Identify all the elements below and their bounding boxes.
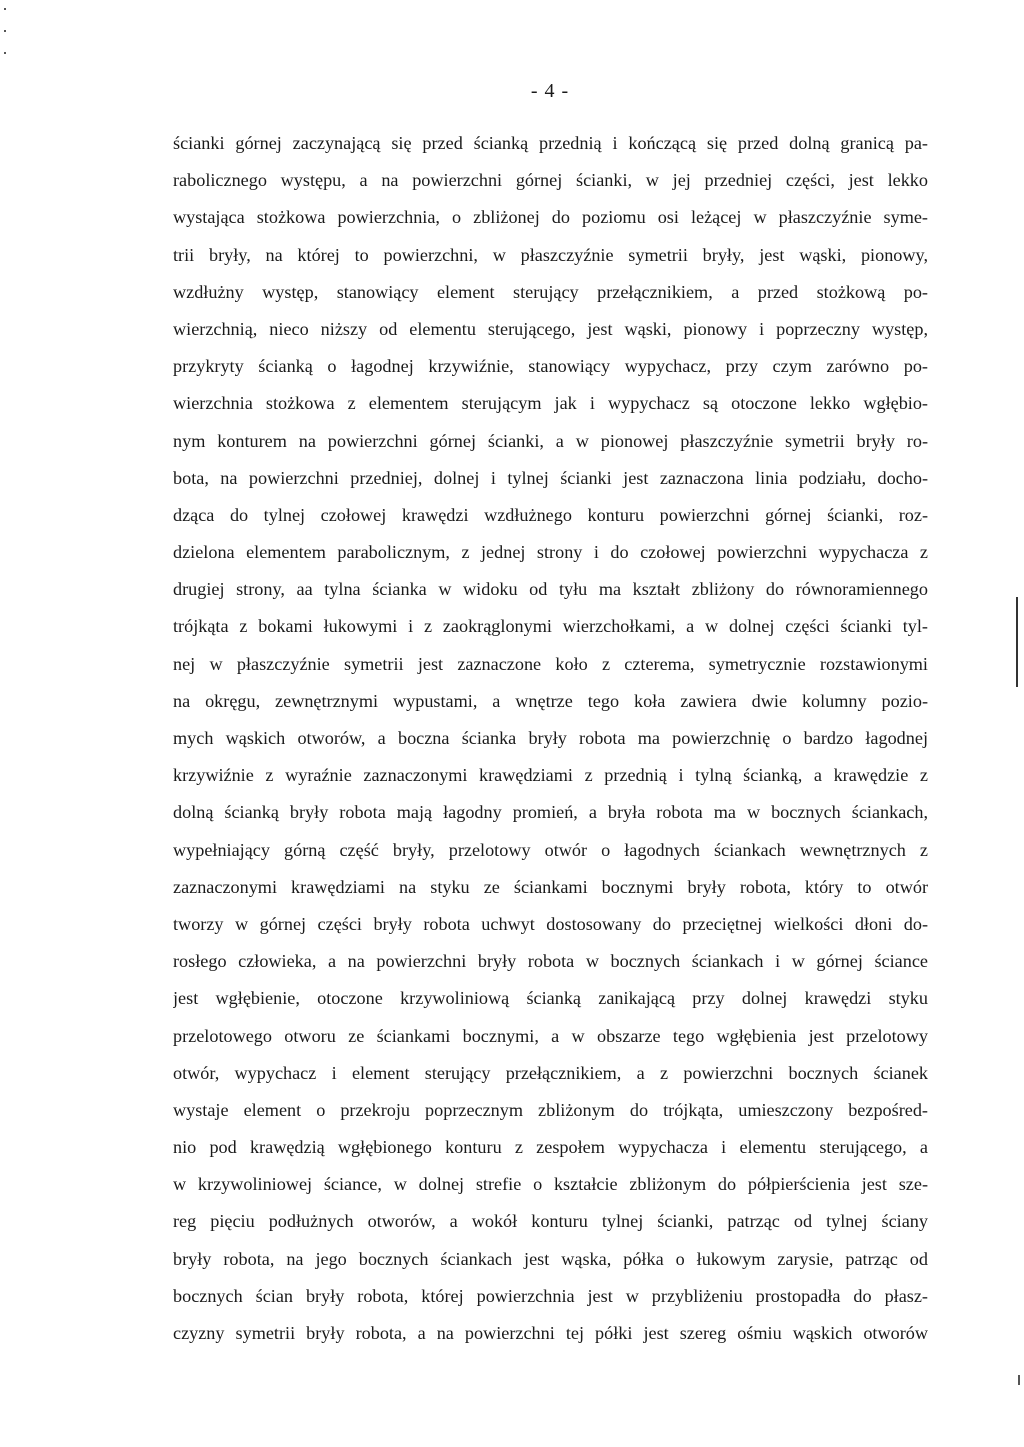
text-line: na okręgu, zewnętrznymi wypustami, a wnętrze tego koła zawiera dwie kolumny pozio-	[173, 690, 928, 711]
text-line: trii bryły, na której to powierzchni, w płaszczyźnie symetrii bryły, jest wąski, pionowy,	[173, 244, 928, 265]
text-line: przykryty ścianką o łagodnej krzywiźnie, stanowiący wypychacz, przy czym zarówno po-	[173, 356, 928, 377]
text-line: wzdłużny występ, stanowiący element sterujący przełącznikiem, a przed stożkową po-	[173, 281, 928, 302]
text-line: nio pod krawędzią wgłębionego konturu z zespołem wypychacza i elementu sterującego, a	[173, 1137, 928, 1158]
text-line: dzielona elementem parabolicznym, z jednej strony i do czołowej powierzchni wypychacza z	[173, 542, 928, 563]
scan-artifact	[4, 30, 6, 32]
text-line: jest wgłębienie, otoczone krzywoliniową ścianką zanikającą przy dolnej krawędzi styku	[173, 988, 928, 1009]
text-line: czyzny symetrii bryły robota, a na powierzchni tej półki jest szereg ośmiu wąskich otworów	[173, 1323, 928, 1343]
scan-artifact	[4, 52, 6, 54]
text-line: wystająca stożkowa powierzchnia, o zbliżonej do poziomu osi leżącej w płaszczyźnie syme-	[173, 207, 928, 228]
text-line: dolną ścianką bryły robota mają łagodny promień, a bryła robota ma w bocznych ściankach,	[173, 802, 928, 823]
scan-margin-mark	[1016, 597, 1018, 687]
text-line: mych wąskich otworów, a boczna ścianka bryły robota ma powierzchnię o bardzo łagodnej	[173, 728, 928, 748]
scan-artifact	[4, 8, 6, 10]
text-line: zaznaczonymi krawędziami na styku ze ściankami bocznymi bryły robota, który to otwór	[173, 876, 928, 897]
text-line: bocznych ścian bryły robota, której powierzchnia jest w przybliżeniu prostopadła do płasz-	[173, 1285, 928, 1306]
text-line: nej w płaszczyźnie symetrii jest zaznaczone koło z czterema, symetrycznie rozstawionymi	[173, 653, 928, 674]
body-text	[173, 125, 928, 1352]
scan-artifact	[1018, 1375, 1020, 1385]
text-line: tworzy w górnej części bryły robota uchwyt dostosowany do przeciętnej wielkości dłoni do-	[173, 913, 928, 934]
text-line: przelotowego otworu ze ściankami bocznymi, a w obszarze tego wgłębienia jest przelotowy	[173, 1025, 928, 1046]
text-line: rosłego człowieka, a na powierzchni bryły robota w bocznych ściankach i w górnej ściance	[173, 951, 928, 972]
text-line: drugiej strony, aa tylna ścianka w widoku od tyłu ma kształt zbliżony do równoramiennego	[173, 579, 928, 600]
text-line: bota, na powierzchni przedniej, dolnej i tylnej ścianki jest zaznaczona linia podziału, docho-	[173, 467, 928, 488]
text-line: krzywiźnie z wyraźnie zaznaczonymi krawędziami z przednią i tylną ścianką, a krawędzie z	[173, 765, 928, 786]
text-line: ścianki górnej zaczynającą się przed ścianką przednią i kończącą się przed dolną granicą pa-	[173, 133, 928, 153]
text-line: wierzchnia stożkowa z elementem sterującym jak i wypychacz są otoczone lekko wgłębio-	[173, 393, 928, 414]
text-line: trójkąta z bokami łukowymi i z zaokrąglonymi wierzchołkami, a w dolnej części ścianki tyl-	[173, 616, 928, 637]
text-line: wystaje element o przekroju poprzecznym zbliżonym do trójkąta, umieszczony bezpośred-	[173, 1099, 928, 1120]
text-line: rabolicznego występu, a na powierzchni górnej ścianki, w jej przedniej części, jest lekko	[173, 170, 928, 191]
text-line: nym konturem na powierzchni górnej ścianki, a w pionowej płaszczyźnie symetrii bryły ro-	[173, 430, 928, 451]
page-number: - 4 -	[530, 80, 570, 102]
text-line: otwór, wypychacz i element sterujący przełącznikiem, a z powierzchni bocznych ścianek	[173, 1062, 928, 1083]
text-line: wierzchnią, nieco niższy od elementu sterującego, jest wąski, pionowy i poprzeczny występ,	[173, 318, 928, 339]
text-line: w krzywoliniowej ściance, w dolnej strefie o kształcie zbliżonym do półpierścienia jest sze-	[173, 1174, 928, 1195]
text-line: dząca do tylnej czołowej krawędzi wzdłużnego konturu powierzchni górnej ścianki, roz-	[173, 504, 928, 525]
text-line: reg pięciu podłużnych otworów, a wokół konturu tylnej ścianki, patrząc od tylnej ściany	[173, 1211, 928, 1232]
text-line: bryły robota, na jego bocznych ściankach jest wąska, półka o łukowym zarysie, patrząc od	[173, 1248, 928, 1269]
text-line: wypełniający górną część bryły, przelotowy otwór o łagodnych ściankach wewnętrznych z	[173, 839, 928, 860]
